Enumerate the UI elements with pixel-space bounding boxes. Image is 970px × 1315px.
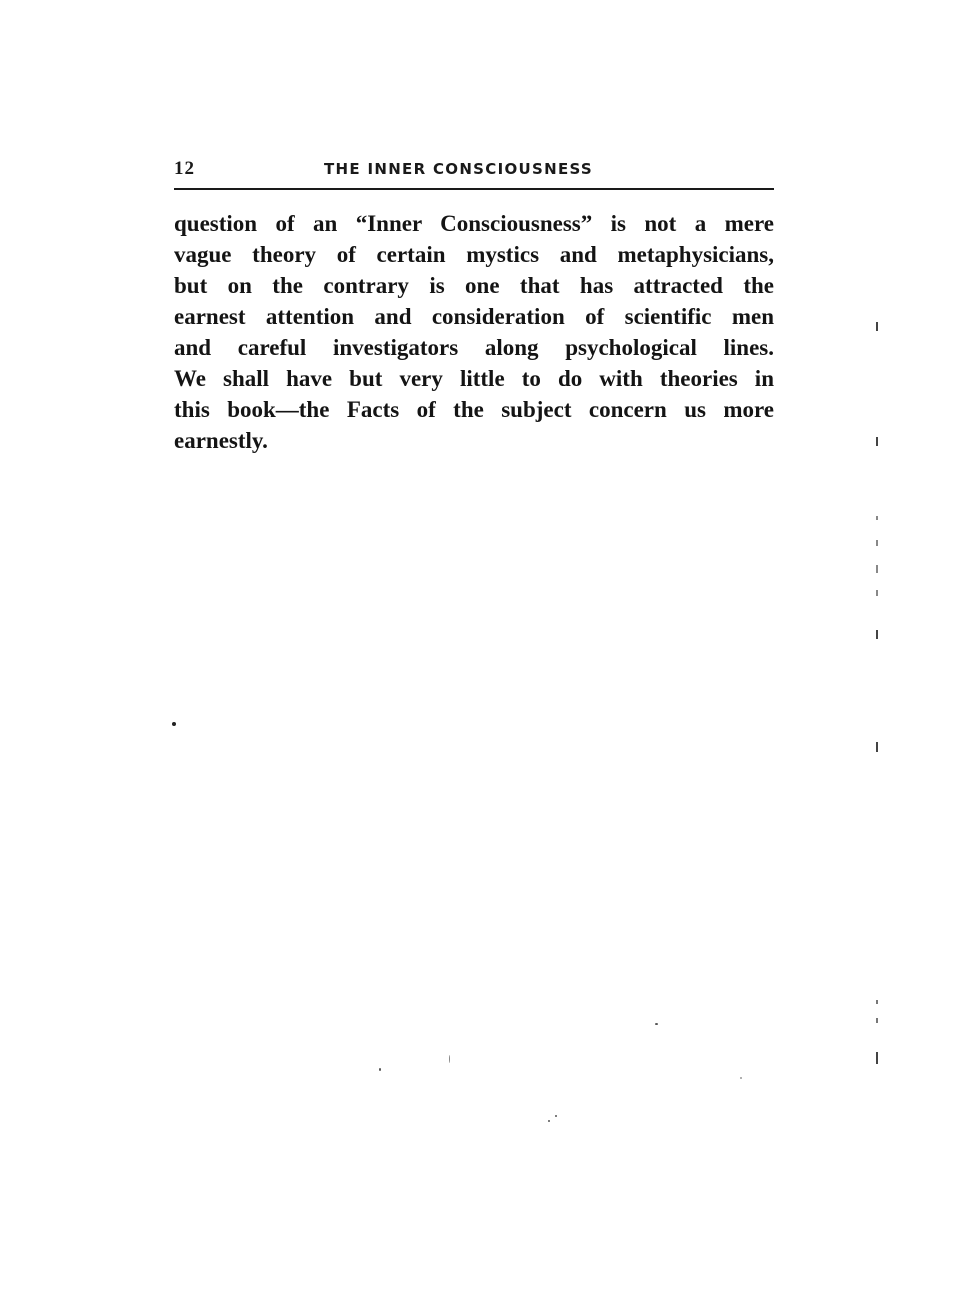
body-paragraph [174,208,774,456]
scan-speck [740,1077,742,1079]
edge-mark [876,322,878,331]
scan-speck [655,1023,658,1025]
scan-speck [379,1068,381,1071]
running-head [174,158,774,184]
text-line: We shall have but very little to do with theories in [174,366,774,391]
text-line: and careful investigators along psychological lines. [174,335,774,360]
text-line: this book—the Facts of the subject concern us more [174,397,774,422]
edge-mark [876,630,878,639]
edge-mark [876,1018,878,1023]
text-line: but on the contrary is one that has attracted the [174,273,774,298]
edge-mark [876,742,878,752]
text-line: earnest attention and consideration of scientific men [174,304,774,329]
page-number: 12 [174,158,195,179]
scan-speck [172,722,176,726]
header-rule [174,188,774,190]
scan-speck [449,1055,450,1063]
running-title: THE INNER CONSCIOUSNESS [324,160,594,178]
text-line: question of an “Inner Consciousness” is not a mere [174,211,774,236]
text-line: earnestly. [174,428,268,453]
edge-mark [876,590,878,596]
edge-mark [876,540,878,546]
edge-mark [876,437,878,446]
text-line: vague theory of certain mystics and metaphysicians, [174,242,774,267]
edge-mark [876,1000,878,1004]
scan-speck [555,1115,557,1117]
edge-mark [876,565,878,573]
edge-mark [876,516,878,520]
scan-speck [548,1120,550,1122]
edge-mark [876,1052,878,1064]
